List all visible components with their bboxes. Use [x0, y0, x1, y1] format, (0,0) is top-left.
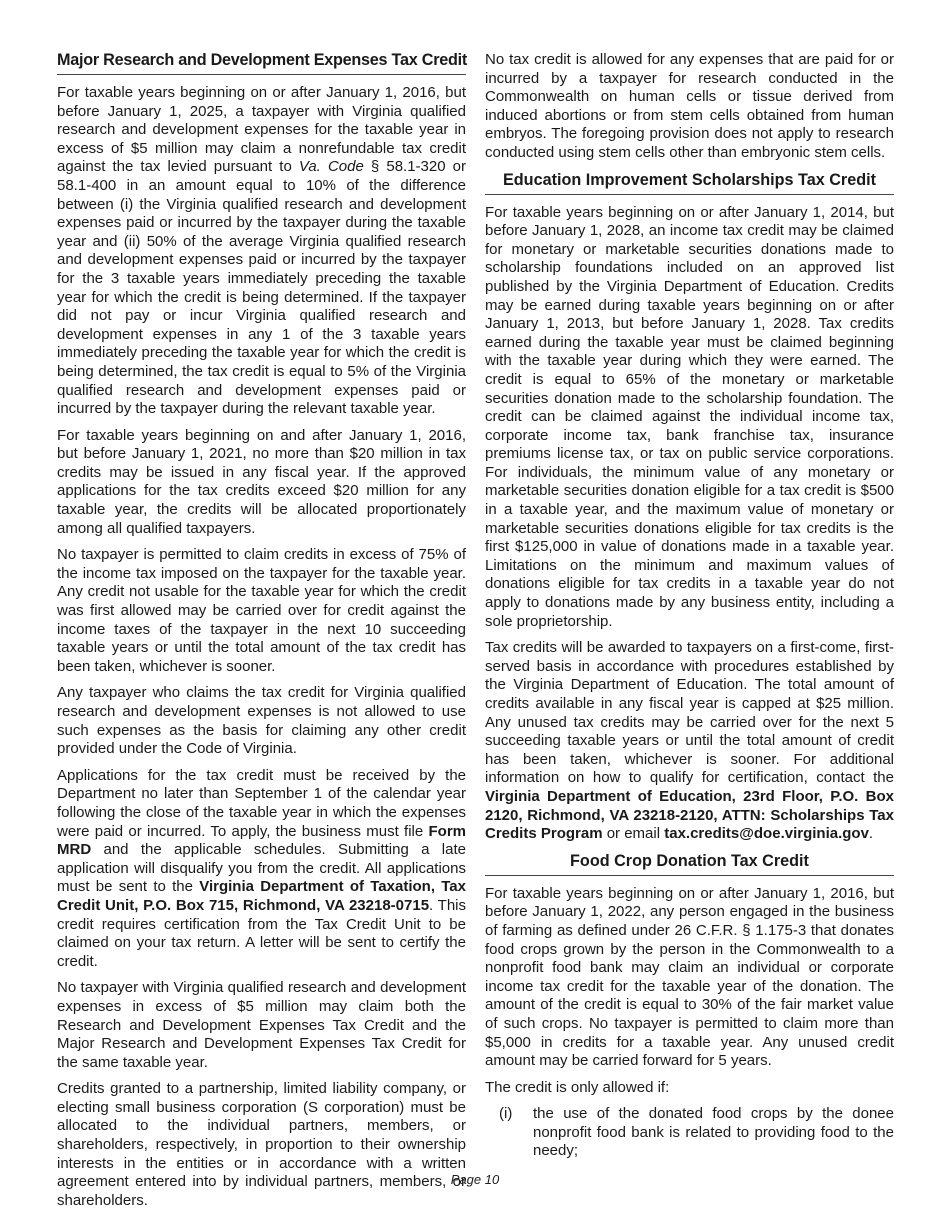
page-number: Page 10 [450, 1172, 500, 1187]
paragraph: No taxpayer is permitted to claim credits in excess of 75% of the income tax imposed on the taxpayer for the taxable year. Any credit not usable for the taxable year for which the credit was first allowed may be carried over for credit against the income taxes of the taxpayer in the next 10 succeeding taxable years or until the total amount of the tax credit has been taken, whichever is sooner. [57, 546, 466, 675]
paragraph [57, 84, 466, 419]
text-run: . [868, 825, 874, 843]
section-heading-food-crop: Food Crop Donation Tax Credit [485, 852, 894, 876]
paragraph: For taxable years beginning on or after January 1, 2016, but before January 1, 2022, any person engaged in the business of farming as defined under 26 C.F.R. § 1.175-3 that donates food crops grown by the person in the Commonwealth to a nonprofit food bank may claim an individual or corporate income tax credit for the taxable year of the donation. The amount of the credit is equal to 30% of the fair market value of such crops. No taxpayer is permitted to claim more than $5,000 in credits for a taxable year. Any unused credit amount may be carried forward for 5 years. [485, 884, 894, 1070]
text-run: or email [602, 825, 665, 843]
paragraph: For taxable years beginning on and after January 1, 2016, but before January 1, 2021, no more than $20 million in tax credits may be issued in any fiscal year. If the approved applications for the tax credits exceed $20 million for any taxable year, the credits will be allocated proportionately among all qualified taxpayers. [57, 426, 466, 537]
text-run: Tax credits will be awarded to taxpayers on a first-come, first-served basis in accordance with procedures established by the Virginia Department of Education. The total amount of credits available in any fiscal year is capped at $25 million. Any unused tax credits may be carried over for the next 5 succeeding taxable years or until the total amount of credit has been taken, whichever is sooner. For additional information on how to qualify for certification, contact the [485, 639, 894, 787]
code-citation: Va. Code [298, 158, 364, 176]
section-heading-education-scholarships: Education Improvement Scholarships Tax Credit [485, 171, 894, 195]
list-item-text: the use of the donated food crops by the donee nonprofit food bank is related to providing food to the needy; [533, 1105, 894, 1160]
mailing-address: Virginia Department of Education, 23rd Floor, P.O. Box 2120, Richmond, VA 23218-2120, ATTN: Scholarships Tax Credits Program [485, 787, 894, 843]
text-run: § 58.1-320 or 58.1-400 in an amount equal to 10% of the difference between (i) the Virginia qualified research and development expenses paid or incurred by the taxpayer during the taxable year and (ii) 50% of the average Virginia qualified research and development expenses paid or incurred by the taxpayer for the 3 taxable years immediately preceding the taxable year for which the credit is being determined. If the taxpayer did not pay or incur Virginia qualified research and development expenses in any 1 of the 3 taxable years immediately preceding the taxable year for which the credit is being determined, the tax credit is equal to 5% of the Virginia qualified research and development expenses paid or incurred by the taxpayer during the relevant taxable year. [57, 158, 466, 418]
paragraph: The credit is only allowed if: [485, 1078, 670, 1096]
text-run: For taxable years beginning on or after January 1, 2016, but before January 1, 2025, a taxpayer with Virginia qualified research and development expenses for the taxable year in excess of $5 million may claim a nonrefundable tax credit against the tax levied pursuant to [57, 84, 466, 176]
paragraph [57, 767, 466, 972]
paragraph: For taxable years beginning on or after January 1, 2014, but before January 1, 2028, an income tax credit may be claimed for monetary or marketable securities donations made to scholarship foundations included on an approved list published by the Virginia Department of Education. Credits may be earned during taxable years beginning on or after January 1, 2013, but before January 1, 2028. Tax credits earned during the taxable year must be claimed beginning with the taxable year during which they were earned. The credit is equal to 65% of the monetary or marketable securities donation made to the scholarship foundation. The credit can be claimed against the individual income tax, corporate income tax, bank franchise tax, insurance premiums license tax, or tax on public service corporations. For individuals, the minimum value of any monetary or marketable securities donation eligible for a tax credit is $500 in a taxable year, and the maximum value of monetary or marketable securities donations eligible for tax credits is the first $125,000 in value of donations made in a taxable year. Limitations on the minimum and maximum values of donations eligible for tax credits in a taxable year do not apply to donations made by any business entity, including a sole proprietorship. [485, 203, 894, 630]
text-run: and the applicable schedules. Submitting a late application will disqualify you from the credit. All applications must be sent to the [57, 841, 466, 896]
text-run: . This credit requires certification from the Tax Credit Unit to be claimed on your tax return. A letter will be sent to certify the credit. [57, 896, 466, 970]
paragraph: No taxpayer with Virginia qualified research and development expenses in excess of $5 million may claim both the Research and Development Expenses Tax Credit and the Major Research and Development Expenses Tax Credit for the same taxable year. [57, 979, 466, 1071]
text-run: Applications for the tax credit must be received by the Department no later than September 1 of the calendar year following the close of the taxable year in which the expenses were paid or incurred. To apply, the business must file [57, 766, 466, 840]
paragraph: No tax credit is allowed for any expenses that are paid for or incurred by a taxpayer for research conducted in the Commonwealth on human cells or tissue derived from induced abortions or from stem cells obtained from human embryos. The foregoing provision does not apply to research conducted using stem cells other than embryonic stem cells. [485, 51, 894, 161]
paragraph [485, 639, 894, 844]
paragraph: Credits granted to a partnership, limited liability company, or electing small business corporation (S corporation) must be allocated to the individual partners, members, or shareholders, respectively, in proportion to their ownership interests in the entities or in accordance with a written agreement entered into by individual partners, members, or shareholders. [57, 1080, 466, 1209]
right-column [485, 51, 894, 1161]
paragraph: Any taxpayer who claims the tax credit for Virginia qualified research and development expenses is not allowed to use such expenses as the basis for claiming any other credit provided under the Code of Virginia. [57, 684, 466, 758]
section-heading-major-rd: Major Research and Development Expenses Tax Credit [57, 51, 466, 75]
list-item [485, 1105, 894, 1161]
left-column [57, 51, 466, 1218]
email-address: tax.credits@doe.virginia.gov [664, 825, 869, 843]
form-name: Form MRD [57, 822, 466, 859]
mailing-address: Virginia Department of Taxation, Tax Credit Unit, P.O. Box 715, Richmond, VA 23218-0715 [57, 878, 466, 914]
list-marker: (i) [499, 1105, 513, 1123]
